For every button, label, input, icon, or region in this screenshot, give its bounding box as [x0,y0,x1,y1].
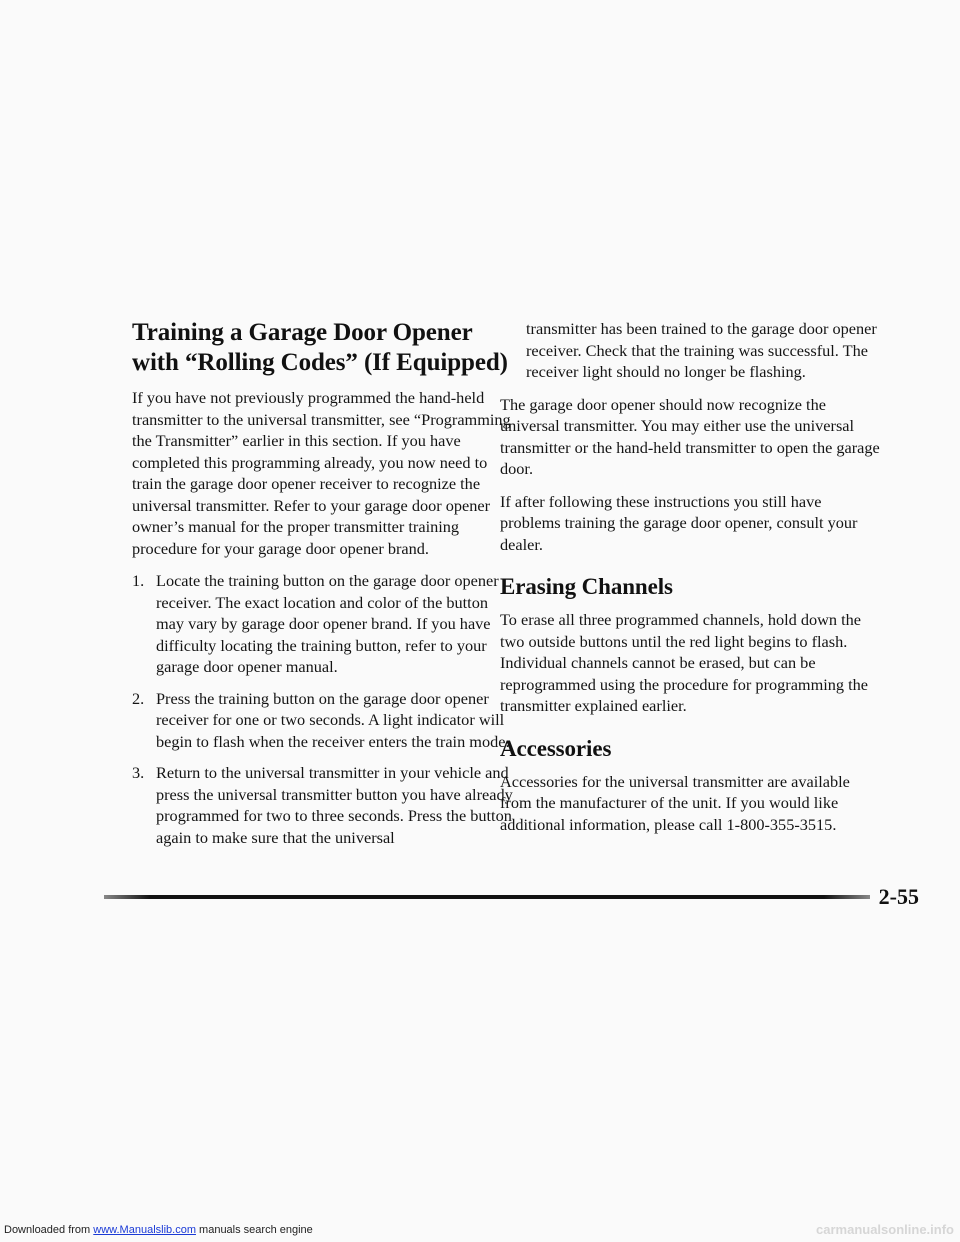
step-number: 2. [132,688,145,708]
footer-suffix: manuals search engine [195,1224,313,1236]
intro-paragraph: If you have not previously programmed the hand-held transmitter to the universal transmitter, see “Programming the Transmitter” earlier in this section. If you have completed this programming already, you now need to train the garage door opener receiver to recognize the universal transmitter. Refer to your garage door opener owner’s manual for the proper transmitter training procedure for your garage door opener brand. [132,388,511,558]
watermark: carmanualsonline.info [816,1222,954,1237]
step-text: Return to the universal transmitter in your vehicle and press the universal transmitter button you have already programmed for two to three seconds. Press the button again to make sure that the universal [156,763,513,847]
step-text: Press the training button on the garage door opener receiver for one or two seconds. A light indicator will begin to flash when the receiver enters the train mode. [156,688,510,751]
step-2 [132,688,516,753]
manualslib-link[interactable]: www.Manualslib.com [93,1224,196,1236]
footer-rule [104,895,870,899]
left-column [132,318,516,858]
section-title-training: Training a Garage Door Opener with “Rolling Codes” (If Equipped) [132,319,508,376]
right-column [500,318,884,846]
section-title-erasing: Erasing Channels [500,574,673,599]
section-title-accessories: Accessories [500,735,612,761]
recognize-paragraph: The garage door opener should now recognize the universal transmitter. You may either use the universal transmitter or the hand-held transmitter to open the garage door. [500,394,880,478]
step-text: Locate the training button on the garage door opener receiver. The exact location and color of the button may vary by garage door opener brand. If you have difficulty locating the training button, refer to your garage door opener manual. [156,571,499,676]
step-3 [132,762,516,848]
download-footer [4,1224,313,1236]
dealer-paragraph: If after following these instructions you still have problems training the garage door opener, consult your dealer. [500,491,858,554]
step-3-continued: transmitter has been trained to the garage door opener receiver. Check that the training was successful. The receiver light should no longer be flashing. [526,319,877,381]
page-number: 2-55 [878,884,919,909]
step-number: 1. [132,571,145,590]
footer-prefix: Downloaded from [4,1224,94,1236]
step-1 [132,570,516,678]
step-number: 3. [132,763,145,782]
erasing-paragraph: To erase all three programmed channels, hold down the two outside buttons until the red light begins to flash. Individual channels cannot be erased, but can be reprogrammed using the procedure for programming the transmitter explained earlier. [500,610,869,715]
accessories-paragraph: Accessories for the universal transmitter are available from the manufacturer of the unit. If you would like additional information, please call 1-800-355-3515. [500,771,850,834]
